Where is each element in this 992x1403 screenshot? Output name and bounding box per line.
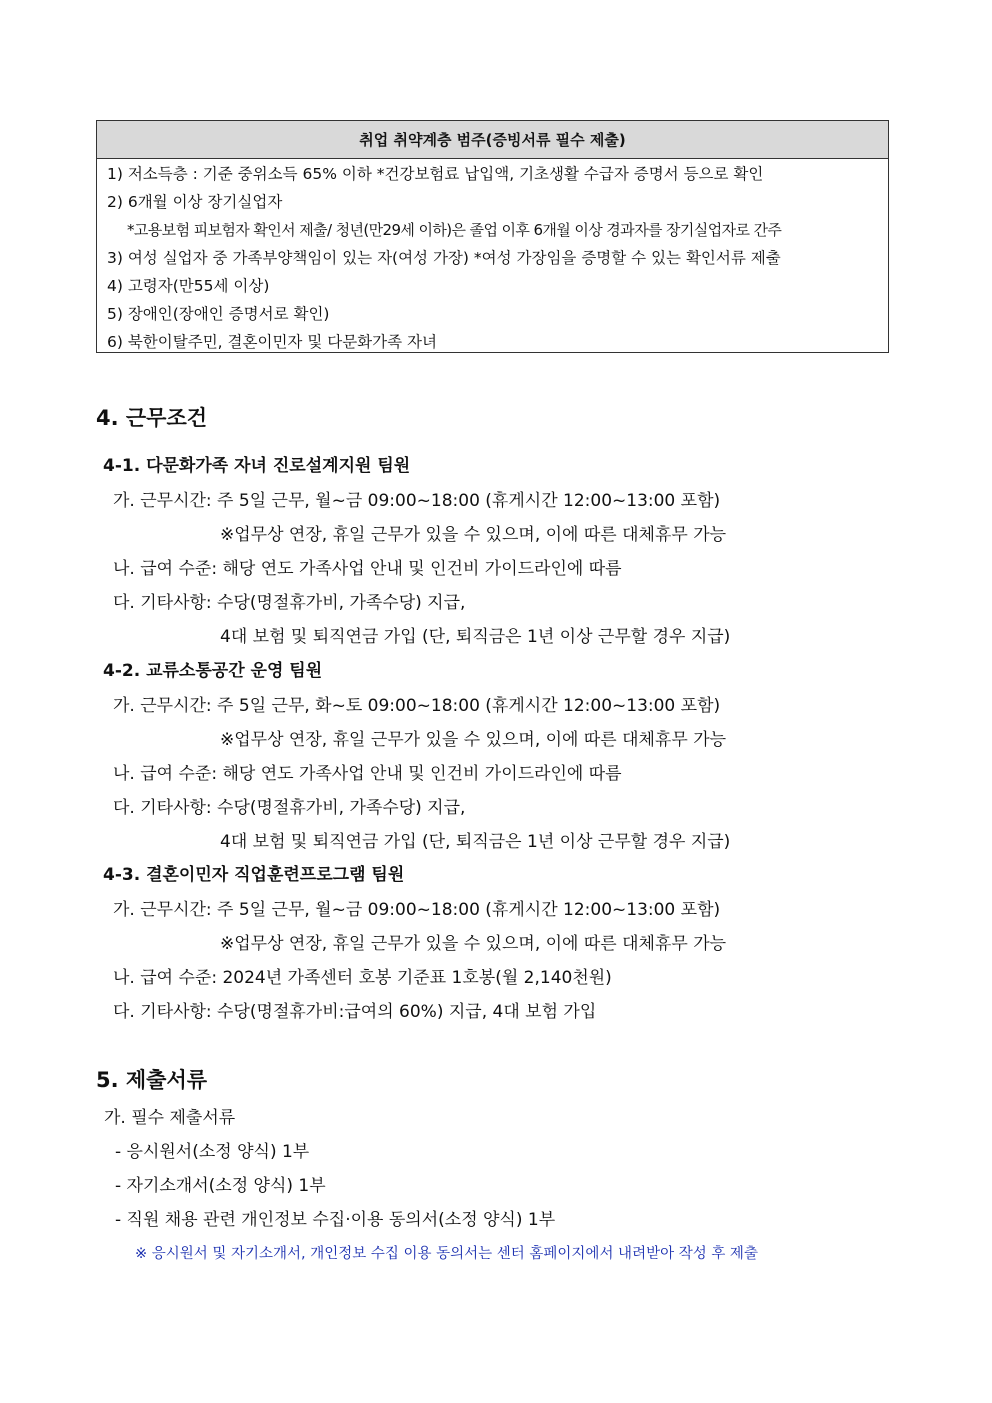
vulnerable-group-table: [96, 120, 889, 353]
section-4-title: 4. 근무조건: [96, 406, 208, 430]
table-row: 3) 여성 실업자 중 가족부양책임이 있는 자(여성 가장) *여성 가장임을 증명할 수 있는 확인서류 제출: [107, 249, 781, 267]
table-row-note: *고용보험 피보험자 확인서 제출/ 청년(만29세 이하)은 졸업 이후 6개월 이상 경과자를 장기실업자로 간주: [127, 221, 782, 239]
team-1-hours-note: ※업무상 연장, 휴일 근무가 있을 수 있으며, 이에 따른 대체휴무 가능: [220, 525, 727, 545]
download-notice: ※ 응시원서 및 자기소개서, 개인정보 수집 이용 동의서는 센터 홈페이지에서 내려받아 작성 후 제출: [135, 1246, 758, 1262]
team-2-title: 4-2. 교류소통공간 운영 팀원: [103, 661, 323, 681]
required-docs-subtitle: 가. 필수 제출서류: [104, 1108, 236, 1128]
team-3-title: 4-3. 결혼이민자 직업훈련프로그램 팀원: [103, 865, 405, 885]
table-row: 1) 저소득층 : 기준 중위소득 65% 이하 *건강보험료 납입액, 기초생활 수급자 증명서 등으로 확인: [107, 165, 764, 183]
table-row: 5) 장애인(장애인 증명서로 확인): [107, 305, 330, 323]
team-2-etc-note: 4대 보험 및 퇴직연금 가입 (단, 퇴직금은 1년 이상 근무할 경우 지급): [220, 832, 731, 852]
doc-item: - 응시원서(소정 양식) 1부: [115, 1142, 310, 1162]
team-1-hours: 가. 근무시간: 주 5일 근무, 월~금 09:00~18:00 (휴게시간 12:00~13:00 포함): [113, 491, 721, 511]
table-body: [97, 159, 888, 356]
team-3-hours-note: ※업무상 연장, 휴일 근무가 있을 수 있으며, 이에 따른 대체휴무 가능: [220, 934, 727, 954]
team-1-title: 4-1. 다문화가족 자녀 진로설계지원 팀원: [103, 456, 411, 476]
doc-item: - 자기소개서(소정 양식) 1부: [115, 1176, 326, 1196]
team-2-etc: 다. 기타사항: 수당(명절휴가비, 가족수당) 지급,: [113, 798, 466, 818]
table-row: 6) 북한이탈주민, 결혼이민자 및 다문화가족 자녀: [107, 333, 437, 351]
team-1-etc-note: 4대 보험 및 퇴직연금 가입 (단, 퇴직금은 1년 이상 근무할 경우 지급): [220, 627, 731, 647]
doc-item: - 직원 채용 관련 개인정보 수집·이용 동의서(소정 양식) 1부: [115, 1210, 556, 1230]
team-3-hours: 가. 근무시간: 주 5일 근무, 월~금 09:00~18:00 (휴게시간 12:00~13:00 포함): [113, 900, 721, 920]
team-2-hours: 가. 근무시간: 주 5일 근무, 화~토 09:00~18:00 (휴게시간 12:00~13:00 포함): [113, 696, 721, 716]
team-1-etc: 다. 기타사항: 수당(명절휴가비, 가족수당) 지급,: [113, 593, 466, 613]
table-row: 4) 고령자(만55세 이상): [107, 277, 270, 295]
team-3-etc: 다. 기타사항: 수당(명절휴가비:급여의 60%) 지급, 4대 보험 가입: [113, 1002, 597, 1022]
team-2-hours-note: ※업무상 연장, 휴일 근무가 있을 수 있으며, 이에 따른 대체휴무 가능: [220, 730, 727, 750]
table-row: 2) 6개월 이상 장기실업자: [107, 193, 283, 211]
section-5-title: 5. 제출서류: [96, 1068, 208, 1092]
team-1-pay: 나. 급여 수준: 해당 연도 가족사업 안내 및 인건비 가이드라인에 따름: [113, 559, 622, 579]
team-2-pay: 나. 급여 수준: 해당 연도 가족사업 안내 및 인건비 가이드라인에 따름: [113, 764, 622, 784]
table-header: 취업 취약계층 범주(증빙서류 필수 제출): [97, 121, 888, 159]
team-3-pay: 나. 급여 수준: 2024년 가족센터 호봉 기준표 1호봉(월 2,140천원): [113, 968, 612, 988]
